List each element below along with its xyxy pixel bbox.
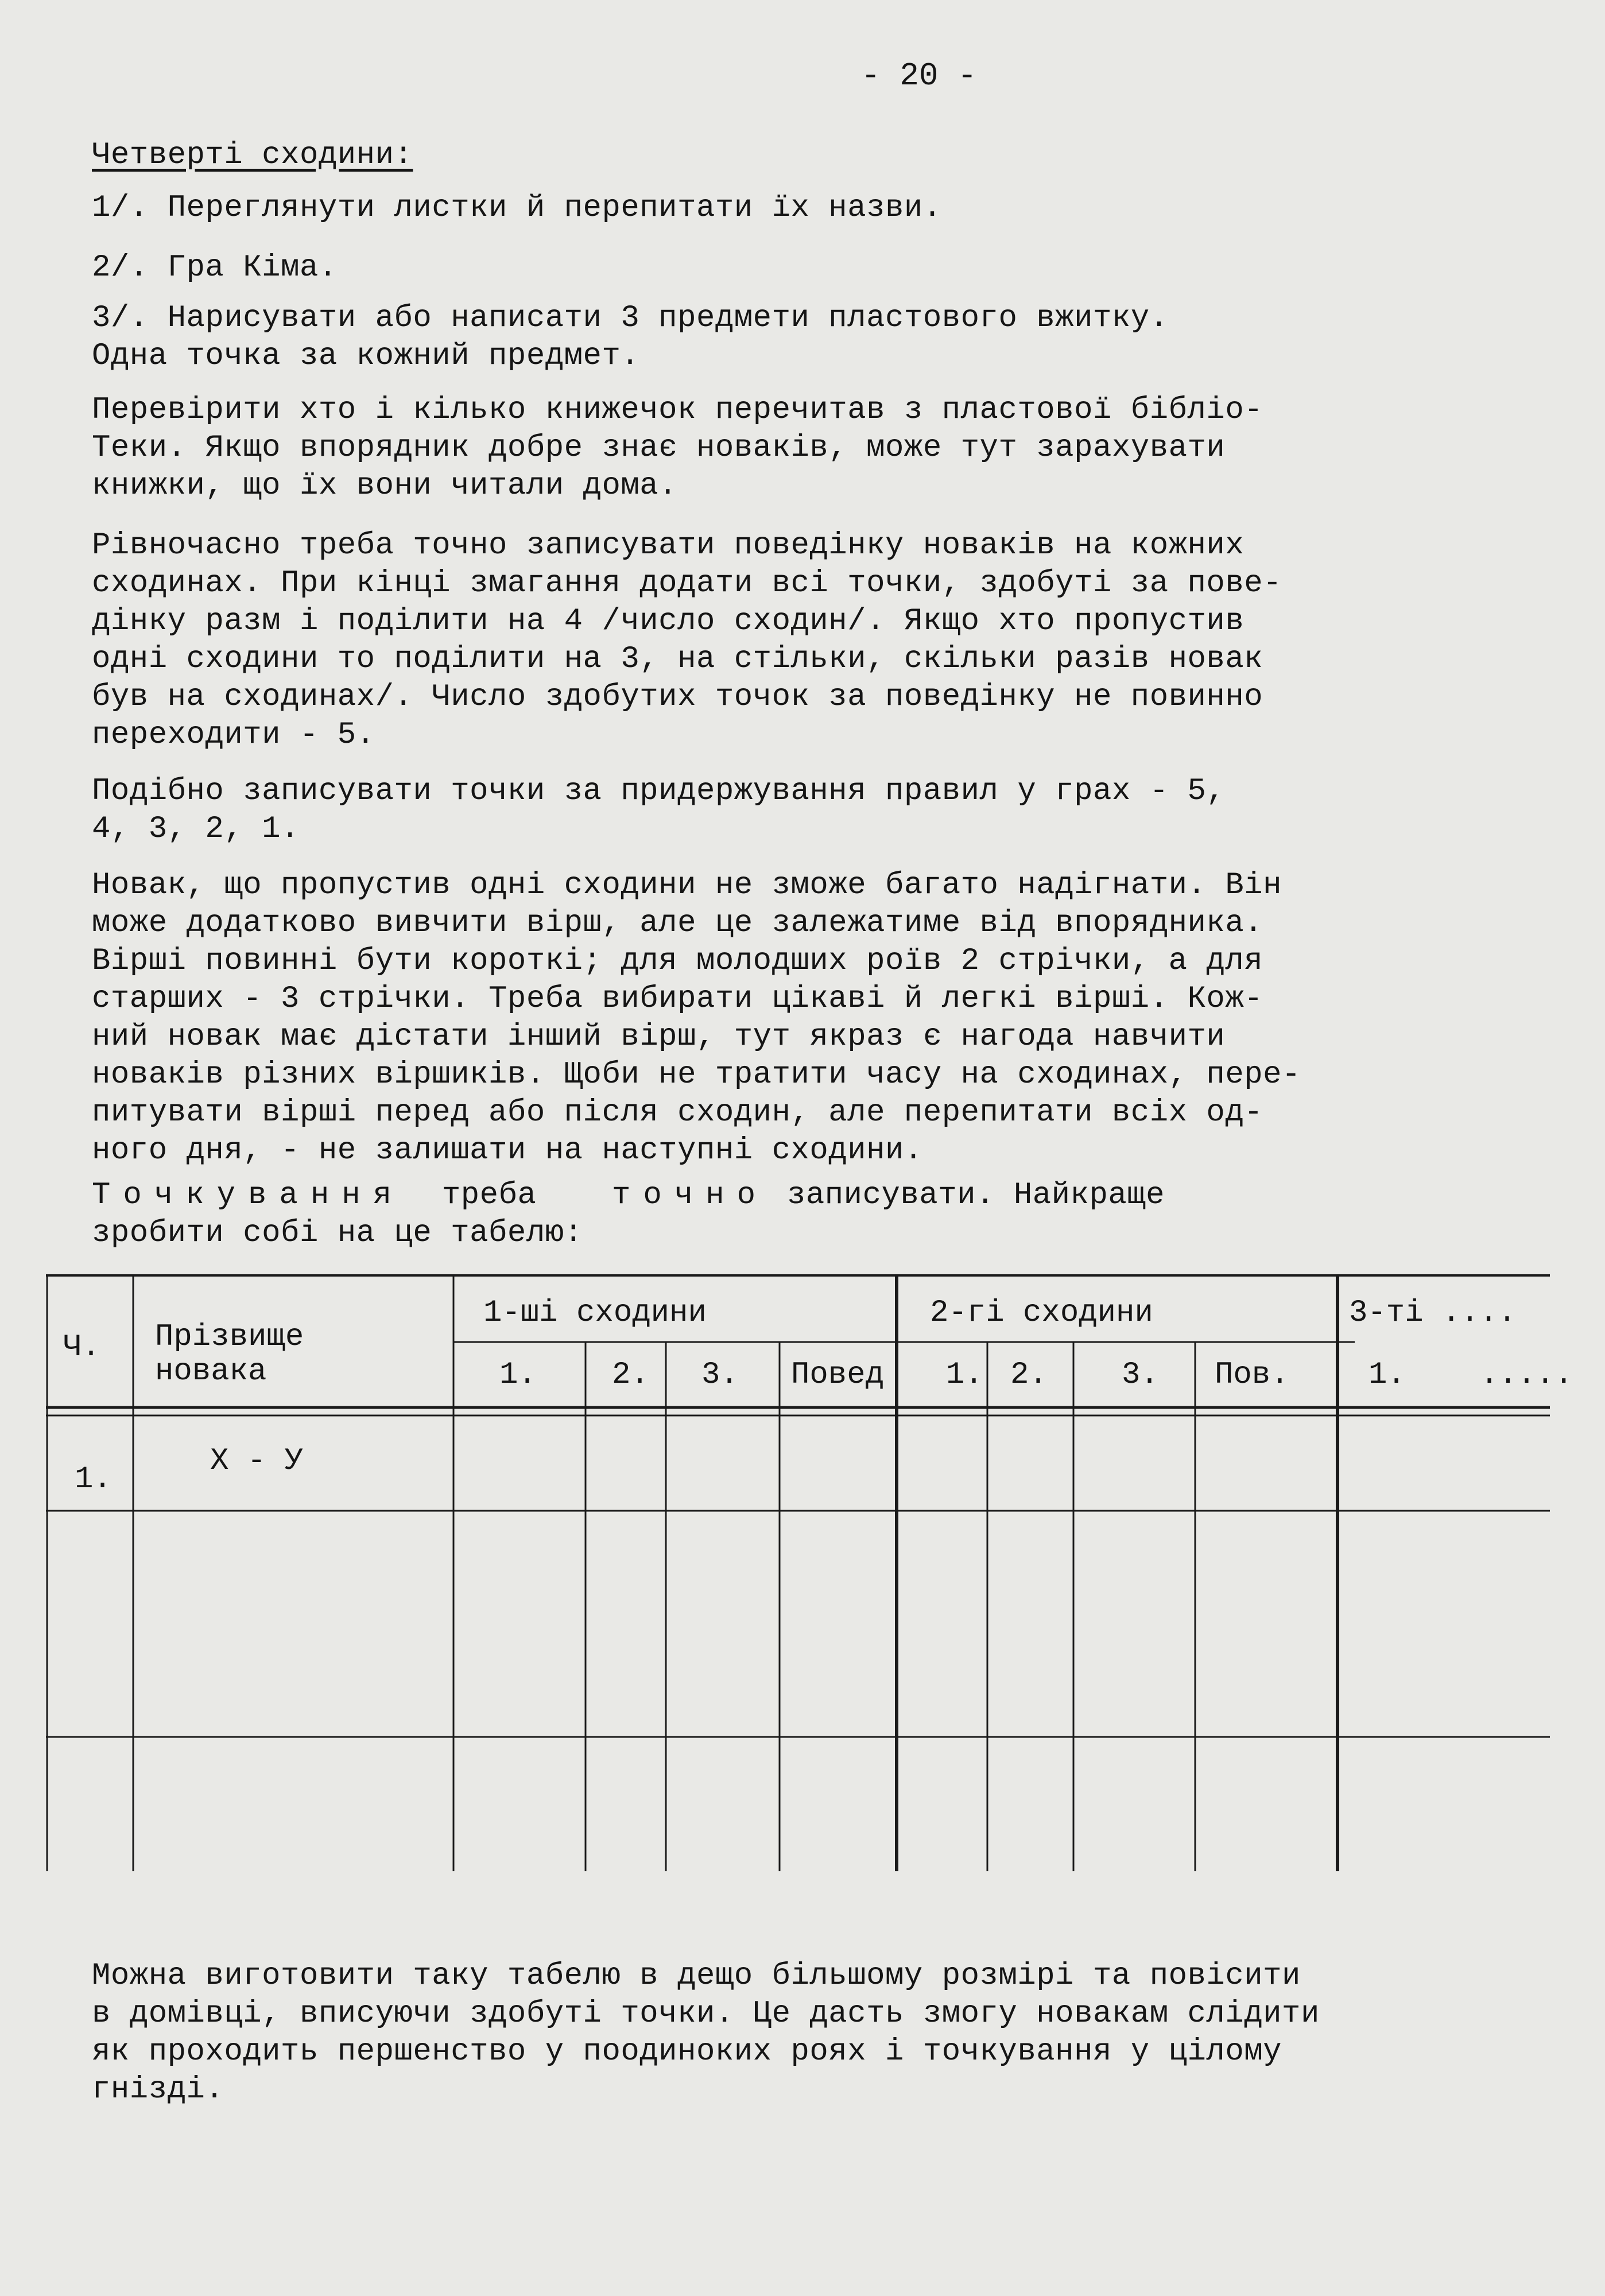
table-behavior-1: Повед [791,1358,885,1393]
para-behavior-line: одні сходини то поділити на 3, на стільки, скільки разів новак [92,642,1263,677]
para-behavior-line: дінку разм і поділити на 4 /число сходин/. Якщо хто пропустив [92,604,1245,639]
para-library-line: книжки, що їх вони читали дома. [92,468,678,503]
table-sub-2: 2. [1010,1358,1048,1393]
item-3-note: Одна точка за кожний предмет. [92,339,640,374]
table-sub-3: 3. [1122,1358,1159,1393]
para-final-line: в домівці, вписуючи здобуті точки. Це дасть змогу новакам слідити [92,1996,1320,2031]
table-sub-1: 1. [499,1358,537,1393]
para-library-line: Перевірити хто і кілько книжечок перечитав з пластової бібліо- [92,393,1263,428]
table-sub-3: 3. [701,1358,739,1393]
para-verses-line: Новак, що пропустив одні сходини не зможе багато надігнати. Він [92,868,1282,903]
table-sub-1: 1. [946,1358,983,1393]
section-heading: Четверті сходини: [92,138,413,173]
para-verses-line: ний новак має дістати інший вірш, тут якраз є нагода навчити [92,1019,1226,1054]
para-final-line: як проходить першенство у поодиноких роях і точкування у цілому [92,2034,1282,2069]
table-behavior-2: Пов. [1215,1358,1289,1393]
para-library-line: Теки. Якщо впорядник добре знає новаків, може тут зарахувати [92,430,1226,466]
table-meeting-3: 3-ті .... [1349,1296,1517,1331]
scoring-intro-part: треба [441,1178,537,1213]
item-1: 1/. Переглянути листки й перепитати їх назви. [92,191,942,226]
table-meeting-2: 2-гі сходини [930,1296,1153,1331]
para-final-line: Можна виготовити таку табелю в дещо більшому розмірі та повісити [92,1958,1301,1994]
spaced-word-scoring: Точкування [92,1178,405,1213]
para-behavior-line: переходити - 5. [92,718,375,753]
table-meeting-1: 1-ші сходини [483,1296,707,1331]
table-col-number: Ч. [63,1330,100,1365]
table-col-name: Прізвище новака [155,1320,304,1389]
item-2: 2/. Гра Кіма. [92,250,338,285]
table-row-name: Х - У [210,1444,304,1479]
table-sub-meeting-3: 1. ..... [1368,1358,1573,1393]
para-rules-line: Подібно записувати точки за придержування правил у грах - 5, [92,774,1226,809]
para-verses-line: питувати вірші перед або після сходин, але перепитати всіх од- [92,1095,1263,1130]
item-3: 3/. Нарисувати або написати 3 предмети пластового вжитку. [92,301,1169,336]
para-verses-line: може додатково вивчити вірш, але це залежатиме від впорядника. [92,906,1263,941]
para-behavior-line: був на сходинах/. Число здобутих точок за поведінку не повинно [92,680,1263,715]
para-verses-line: ного дня, - не залишати на наступні сходини. [92,1133,923,1168]
para-final-line: гнізді. [92,2072,224,2107]
table-row-number: 1. [75,1462,112,1497]
para-verses-line: Вірші повинні бути короткі; для молодших роїв 2 стрічки, а для [92,944,1263,979]
table-sub-2: 2. [612,1358,649,1393]
para-verses-line: старших - 3 стрічки. Треба вибирати цікаві й легкі вірші. Кож- [92,982,1263,1017]
para-behavior-line: сходинах. При кінці змагання додати всі точки, здобуті за пове- [92,566,1282,601]
para-verses-line: новаків різних віршиків. Щоби не тратити часу на сходинах, пере- [92,1057,1301,1092]
scoring-intro-part: записувати. Найкраще [786,1178,1165,1213]
page-number: - 20 - [861,57,977,94]
spaced-word-exactly: точно [612,1178,769,1213]
scoring-intro-line-2: зробити собі на це табелю: [92,1216,583,1251]
para-rules-line: 4, 3, 2, 1. [92,812,300,847]
para-behavior-line: Рівночасно треба точно записувати поведінку новаків на кожних [92,528,1245,563]
